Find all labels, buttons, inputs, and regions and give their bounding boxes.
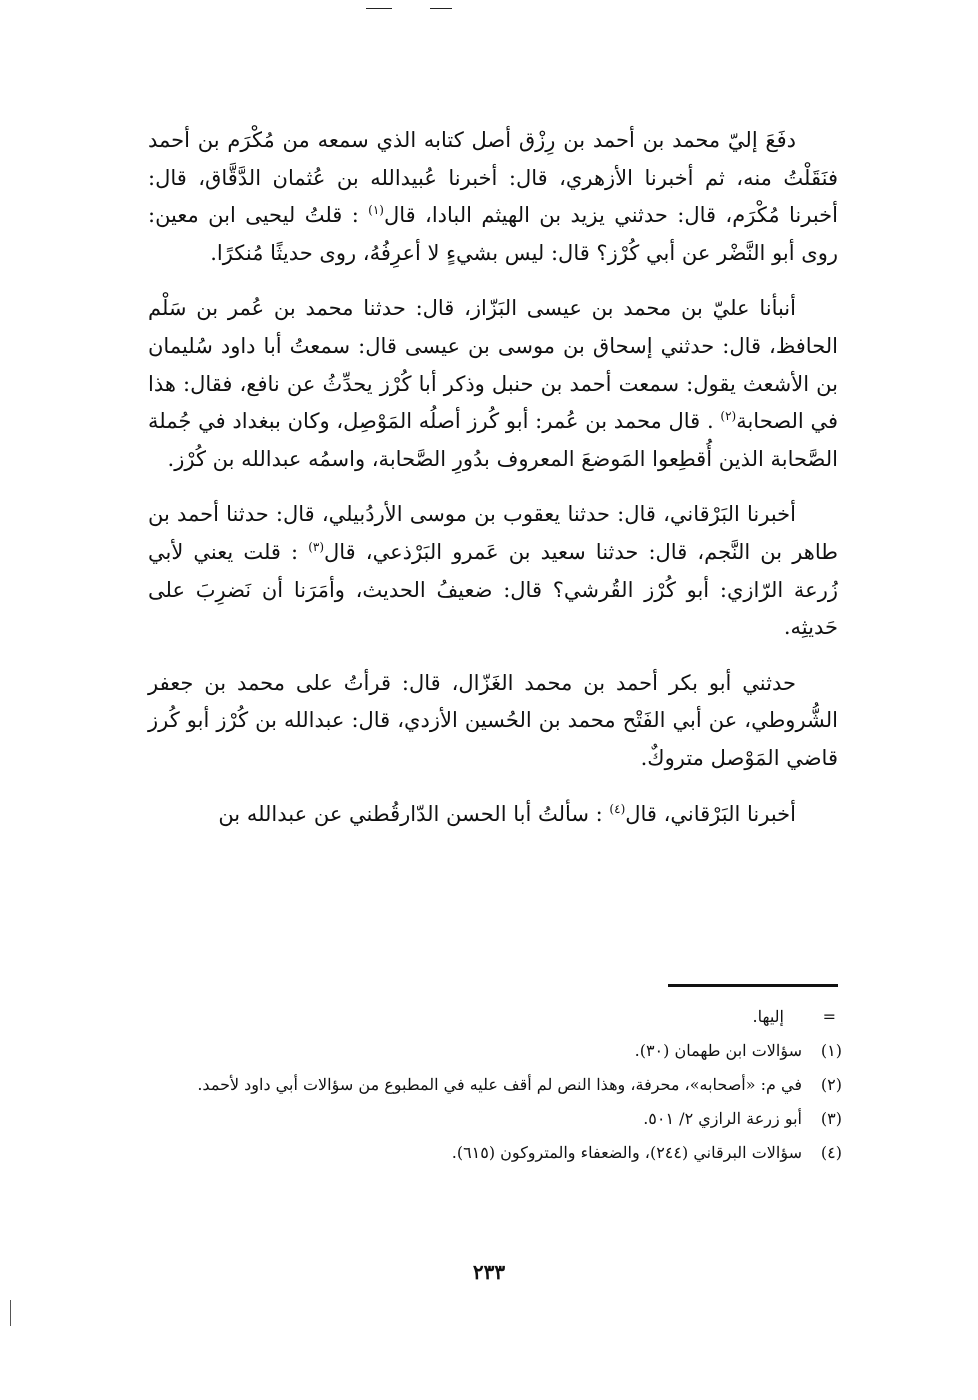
footnote [148,1136,842,1170]
page-number: ٢٣٣ [472,1260,506,1284]
paragraph: أخبرنا البَرْقاني، قال: حدثنا يعقوب بن موسى الأردُبيلي، قال: حدثنا أحمد بن طاهر بن النَّجم، قال: حدثنا سعيد بن عَمرو البَرْذعي، قال$^{(٣)}$ : قلت يعني لأبي زُرعة الرّازي: أبو كُرْز القُرشي؟ قال: ضعيفُ الحديث، وأمَرَنا أن نَضرِبَ على حَديثِه. [148,502,838,640]
footnote-text: إليها. [752,1007,784,1026]
footnote-number: (٣) [820,1109,842,1128]
footnote-separator [668,984,838,987]
footnote-number: (٢) [820,1075,842,1094]
paragraph: أنبأنا عليّ بن محمد بن عيسى البَزّاز، قال: حدثنا محمد بن عُمر بن سَلْم الحافظ، قال: حدثني إسحاق بن موسى بن عيسى قال: سمعتُ أبا داود سُليمان بن الأشعث يقول: سمعت أحمد بن حنبل وذكر أبا كُرْز يحدِّثُ عن نافع، فقال: هذا في الصحابة$^{(٢)}$ . قال محمد بن عُمر: أبو كُرز أصلُه المَوْصِل، وكان ببغداد في جُملة الصَّحابة الذين أُقطِعوا المَوضعَ المعروف بدُورِ الصَّحابة، واسمُه عبدالله بن كُرْز. [148,296,838,471]
footnote-text: سؤالات ابن طهمان (٣٠). [634,1041,802,1060]
paragraph: حدثني أبو بكر أحمد بن محمد الغَزّال، قال: قرأتُ على محمد بن جعفر الشُّروطي، عن أبي الفَتْح محمد بن الحُسين الأزدي، قال: عبدالله بن كُرْز أبو كُرز قاضي المَوْصل متروكٌ. [148,670,838,770]
footnote-marker: (٤) [609,801,626,816]
footnote [148,1034,842,1068]
footnote-number: (٤) [820,1143,842,1162]
footnote-text: أبو زرعة الرازي ٢/ ٥٠١. [643,1109,802,1128]
footnotes [148,1000,842,1170]
footnote [148,1102,842,1136]
header-rule [366,8,392,9]
footnote-marker: (١) [368,203,384,218]
paragraph: دفَعَ إليّ محمد بن أحمد بن رِزْق أصل كتابه الذي سمعه من مُكْرَم بن أحمد فنَقَلْتُ منه، ثم أخبرنا الأزهري، قال: أخبرنا عُبيدالله بن عُثمان الدَّقَّاق، قال: أخبرنا مُكْرَم، قال: حدثني يزيد بن الهيثم البادا، قال$^{(١)}$ : قلتُ ليحيى ابن معين: روى أبو النَّضْر عن أبي كُرْز؟ قال: ليس بشيءٍ لا أعرِفُهُ، روى حديثًا مُنكرًا. [148,128,838,265]
continuation-mark: = [822,1007,836,1026]
footnote [148,1068,842,1102]
footnote-marker: (٣) [308,539,325,554]
footnote-text: في م: «أصحابه»، محرفة، وهذا النص لم أقف عليه في المطبوع من سؤالات أبي داود لأحمد. [197,1075,802,1094]
paragraph: أخبرنا البَرْقاني، قال$^{(٤)}$ : سألتُ أبا الحسن الدّارقُطني عن عبدالله بن [218,801,796,826]
main-text [148,122,838,833]
footnote-continuation [148,1000,842,1034]
header-rule [430,8,452,9]
scan-margin-mark [10,1300,11,1326]
footnote-text: سؤالات البرقاني (٢٤٤)، والضعفاء والمتروكون (٦١٥). [451,1143,802,1162]
footnote-marker: (٢) [720,409,737,424]
footnote-number: (١) [820,1041,842,1060]
